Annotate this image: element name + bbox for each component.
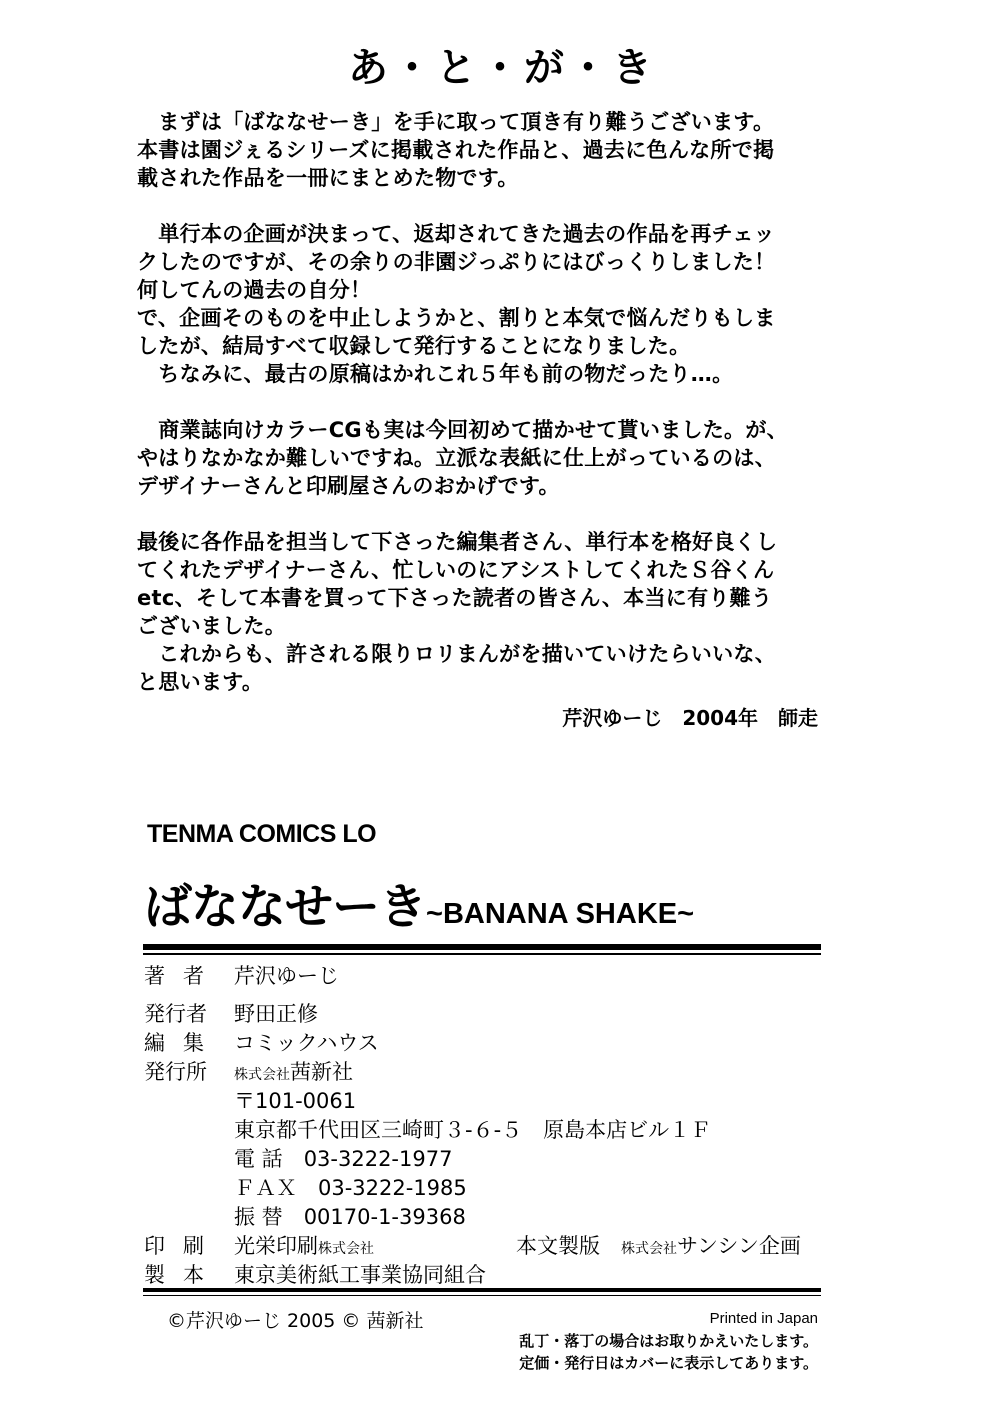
binder-name: 東京美術紙工事業協同組合 [234, 1263, 486, 1287]
postal-code: 〒101-0061 [234, 1089, 357, 1113]
text-line: 本書は園ジぇるシリーズに掲載された作品と、過去に色んな所で掲 [137, 138, 775, 162]
text-line: したが、結局すべて収録して発行することになりました。 [137, 334, 691, 358]
author-signature: 芹沢ゆーじ 2004年 師走 [562, 706, 818, 730]
plate-group [516, 1230, 801, 1260]
text-line: 何してんの過去の自分！ [137, 278, 372, 302]
printer-suffix: 株式会社 [318, 1241, 374, 1257]
text-line: 単行本の企画が決まって、返却されてきた過去の作品を再チェッ [137, 222, 775, 246]
publisher-label: 発行者 [144, 1002, 207, 1026]
publisher-person: 野田正修 [234, 1002, 318, 1026]
text-line: やはりなかなか難しいですね。立派な表紙に仕上がっているのは、 [137, 446, 776, 470]
author-name: 芹沢ゆーじ [234, 964, 339, 988]
editor-label: 編集 [144, 1031, 222, 1055]
paragraph [137, 220, 837, 388]
binding-label: 製本 [144, 1263, 222, 1287]
tel-label: 電 話 [234, 1147, 283, 1171]
text-line: と思います。 [137, 670, 264, 694]
afterword-title: あ・と・が・き [348, 45, 656, 91]
text-line: ちなみに、最古の原稿はかれこれ５年も前の物だったり…。 [137, 362, 734, 386]
afterword-body [137, 108, 837, 724]
text-line: ございました。 [137, 614, 287, 638]
tel-number: 03-3222-1977 [303, 1147, 453, 1171]
price-note: 定価・発行日はカバーに表示してあります。 [519, 1354, 818, 1372]
printer-name: 光栄印刷 [234, 1234, 318, 1258]
bottom-rule-thick [143, 1288, 821, 1292]
book-title [144, 868, 694, 937]
book-title-japanese: ばななせーき [144, 879, 427, 935]
plate-label: 本文製版 [516, 1234, 600, 1258]
plate-prefix: 株式会社 [621, 1241, 677, 1257]
office-name-group [234, 1056, 353, 1086]
text-line: 載された作品を一冊にまとめた物です。 [137, 166, 519, 190]
title-rule-thin [143, 953, 821, 955]
paragraph [137, 416, 837, 500]
text-line: 商業誌向けカラーCGも実は今回初めて描かせて貰いました。が、 [137, 418, 788, 442]
printed-in: Printed in Japan [709, 1310, 818, 1327]
fax-label: ＦＡＸ [234, 1176, 297, 1200]
replacement-note: 乱丁・落丁の場合はお取りかえいたします。 [519, 1332, 818, 1350]
author-label: 著者 [144, 964, 222, 988]
office-name: 茜新社 [290, 1060, 353, 1084]
transfer-number: 00170-1-39368 [303, 1205, 466, 1229]
book-title-english: ~BANANA SHAKE~ [426, 898, 695, 930]
copyright: ©芹沢ゆーじ 2005 © 茜新社 [167, 1310, 424, 1332]
bottom-rule-thin [143, 1295, 821, 1296]
paragraph [137, 108, 837, 192]
text-line: 最後に各作品を担当して下さった編集者さん、単行本を格好良くし [137, 530, 778, 554]
transfer-label: 振 替 [234, 1205, 283, 1229]
transfer-group [234, 1201, 466, 1231]
printer-group [234, 1230, 374, 1260]
office-prefix: 株式会社 [234, 1067, 290, 1083]
title-rule-thick [143, 944, 821, 950]
series-name: TENMA COMICS LO [147, 820, 377, 848]
text-line: デザイナーさんと印刷屋さんのおかげです。 [137, 474, 560, 498]
footer-notes [519, 1308, 818, 1374]
fax-number: 03-3222-1985 [318, 1176, 467, 1200]
text-line: これからも、許される限りロリまんがを描いていけたらいいな、 [137, 642, 776, 666]
office-label: 発行所 [144, 1060, 207, 1084]
text-line: てくれたデザイナーさん、忙しいのにアシストしてくれたＳ谷くん [137, 558, 775, 582]
plate-name: サンシン企画 [677, 1234, 801, 1258]
text-line: で、企画そのものを中止しようかと、割りと本気で悩んだりもしま [137, 306, 776, 330]
editor-name: コミックハウス [234, 1031, 379, 1055]
text-line: クしたのですが、その余りの非園ジっぷりにはびっくりしました！ [137, 250, 776, 274]
text-line: etc、そして本書を買って下さった読者の皆さん、本当に有り難う [137, 586, 773, 610]
text-line: まずは「ばななせーき」を手に取って頂き有り難うございます。 [137, 110, 775, 134]
address: 東京都千代田区三崎町３-６-５ 原島本店ビル１Ｆ [234, 1118, 712, 1142]
tel-group [234, 1143, 452, 1173]
fax-group [234, 1172, 467, 1202]
paragraph [137, 528, 837, 696]
print-label: 印刷 [144, 1234, 222, 1258]
